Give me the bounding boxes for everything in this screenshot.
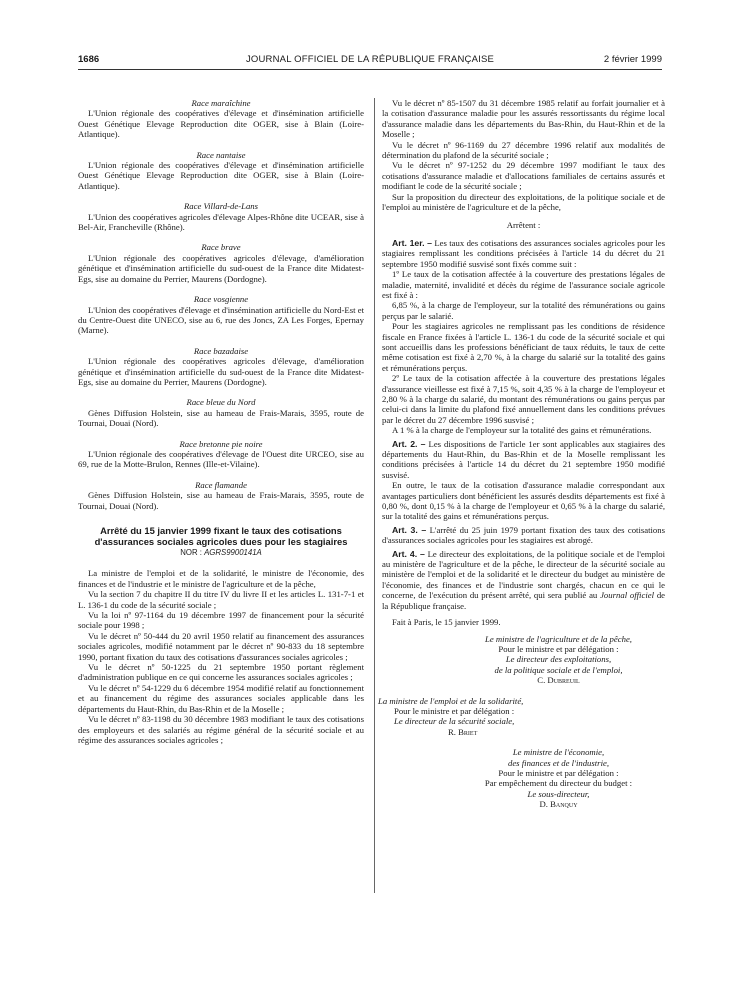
preamble-paragraph: La ministre de l'emploi et de la solidarité, le ministre de l'économie, des finances et de l'industrie et le ministre de l'agriculture et de la pêche, [78, 568, 364, 589]
race-text: Gènes Diffusion Holstein, sise au hameau de Frais-Marais, 3595, route de Tournai, Douai (Nord). [78, 490, 364, 511]
signature-agriculture [442, 634, 665, 686]
signatory-name: C. Dubreuil [537, 675, 580, 686]
race-entry [78, 201, 364, 232]
article-1-paragraph: A 1 % à la charge de l'employeur sur la totalité des gains et rémunérations. [392, 425, 652, 436]
article-3-label: Art. 3. – [392, 524, 427, 535]
race-title: Race maraîchine [191, 98, 251, 108]
race-entry [78, 294, 364, 336]
article-1-paragraph: 2º Le taux de la cotisation affectée à la couverture des prestations légales d'assurance vieillesse est fixé à 7,15 %, soit 4,35 % à la charge de l'employeur et 2,80 % à la charge du salarié, du montant des rémunérations ou gains perçus par celui-ci dans la limite du plafond fixé annuellement dans les conditions prévues par le décret du 27 décembre 1996 susvisé ; [382, 373, 665, 425]
signature-role: de la politique sociale et de l'emploi, [494, 664, 623, 675]
preamble-paragraph: Vu le décret nº 54-1229 du 6 décembre 1954 modifié relatif au fonctionnement et au financement du régime des assurances sociales applicable dans les départements du Haut-Rhin, du Bas-Rhin et de la Moselle ; [78, 682, 364, 714]
column-divider [374, 98, 375, 893]
article-2 [382, 439, 665, 481]
signature-impediment: Par empêchement du directeur du budget : [484, 778, 633, 789]
right-column [378, 98, 666, 810]
race-entry [78, 439, 364, 470]
race-entry [78, 242, 364, 284]
article-1-label: Art. 1er. – [392, 237, 432, 248]
preamble-paragraph: Vu le décret nº 50-444 du 20 avril 1950 relatif au financement des assurances sociales agricoles, modifié notamment par le décret nº 90-833 du 18 septembre 1990, portant fixation du taux des cotisations d'assurances sociales agricoles ; [78, 630, 364, 662]
nor-reference [78, 548, 364, 558]
signature-minister: La ministre de l'emploi et de la solidarité, [378, 695, 524, 706]
race-title: Race bretonne pie noire [179, 438, 263, 449]
race-title: Race Villard-de-Lans [183, 201, 259, 212]
signature-economie [442, 747, 665, 809]
article-1-paragraph: 6,85 %, à la charge de l'employeur, sur la totalité des rémunérations ou gains perçus par le salarié. [382, 300, 665, 321]
page-header [78, 54, 662, 68]
race-text: L'Union régionale des coopératives agricoles d'élevage, d'amélioration génétique et d'insémination artificielle du sud-ouest de la France dite Midatest-Egs, sise au domaine du Perrier, Maurens (Dordogne). [78, 356, 364, 387]
article-4 [382, 549, 665, 611]
nor-label: NOR : [180, 548, 202, 557]
race-entry [78, 150, 364, 192]
signatory-name: R. Briet [448, 726, 478, 737]
preamble-paragraph: Vu le décret nº 83-1198 du 30 décembre 1983 modifiant le taux des cotisations des employeurs et des salariés au régime général de la sécurité sociale et au régime des assurances sociales agricoles ; [78, 714, 364, 745]
signature-delegation: Pour le ministre et par délégation : [498, 767, 619, 778]
article-1-paragraph: 1º Le taux de la cotisation affectée à la couverture des prestations légales de maladie, maternité, invalidité et décès du régime de l'assurance sociale agricole est fixé à : [382, 269, 665, 300]
article-2-label: Art. 2. – [392, 438, 426, 449]
article-1 [382, 238, 665, 269]
article-3-text: L'arrêté du 25 juin 1979 portant fixation des taux des cotisations d'assurances sociales agricoles pour les stagiaires est abrogé. [382, 524, 666, 546]
race-text: L'Union régionale des coopératives d'élevage et d'insémination artificielle Ouest Génétique Elevage Reproduction dite OGER, sise à Blain (Loire-Atlantique). [78, 108, 364, 140]
race-text: L'Union régionale des coopératives agricoles d'élevage, d'amélioration génétique et d'insémination artificielle du sud-ouest de la France dite Midatest-Egs, sise au domaine du Perrier, Maurens (Dordogne). [78, 252, 364, 284]
signature-date: Fait à Paris, le 15 janvier 1999. [392, 617, 501, 628]
preamble-paragraph: Vu le décret nº 97-1252 du 29 décembre 1997 modifiant le taux des cotisations d'assurance maladie et d'allocations familiales de certains assurés et modifiant le code de la sécurité sociale ; [382, 160, 665, 192]
race-title: Race vosgienne [193, 294, 249, 305]
article-1-paragraph: Pour les stagiaires agricoles ne remplissant pas les conditions de résidence fiscale en France fixées à l'article L. 136-1 du code de la sécurité sociale et qui sont accueillis dans les professions bénéficiant de taux réduits, le taux de cette même cotisation est fixé à 2,70 %, à la charge du salarié sur la totalité des gains et rémunérations perçus. [382, 321, 665, 373]
signature-role: Le sous-directeur, [527, 788, 590, 799]
signature-role: Le directeur de la sécurité sociale, [394, 716, 515, 727]
preamble-paragraph: Vu le décret nº 85-1507 du 31 décembre 1985 relatif au forfait journalier et à la cotisation d'assurance maladie pour les assurés ressortissants du régime local d'assurance maladie dans les départements du Bas-Rhin, du Haut-Rhin et de la Moselle ; [382, 98, 665, 140]
signature-minister: des finances et de l'industrie, [507, 757, 610, 768]
left-column [78, 98, 364, 745]
race-title: Race nantaise [196, 149, 246, 160]
preamble-paragraph: Vu la loi nº 97-1164 du 19 décembre 1997 de financement pour la sécurité sociale pour 1998 ; [78, 610, 364, 631]
signature-delegation: Pour le ministre et par délégation : [498, 643, 619, 654]
article-3 [382, 525, 665, 546]
signature-minister: Le ministre de l'économie, [512, 747, 605, 758]
article-4-label: Art. 4. – [392, 548, 425, 559]
article-4-text-end: de la République française. [382, 590, 666, 611]
preamble-paragraph: Vu le décret nº 96-1169 du 27 décembre 1996 relatif aux modalités de détermination du plafond de la sécurité sociale ; [382, 139, 665, 161]
race-title: Race flamande [195, 479, 247, 490]
decree-title: Arrêté du 15 janvier 1999 fixant le taux des cotisations d'assurances sociales agricoles dues pour les stagiaires [94, 525, 348, 547]
nor-code: AGRS9900141A [204, 548, 262, 557]
race-entry [78, 346, 364, 388]
preamble-paragraph: Vu la section 7 du chapitre II du titre IV du livre II et les articles L. 131-7-1 et L. 136-1 du code de la sécurité sociale ; [78, 589, 364, 610]
article-4-text: Le directeur des exploitations, de la politique sociale et de l'emploi au ministère de l'agriculture et de la pêche, le directeur de la sécurité sociale au ministère de l'emploi et de la solidarité et le directeur du budget au ministère de l'économie, des finances et de l'industrie sont chargés, chacun en ce qui le concerne, de l'exécution du présent arrêté, qui sera publié au [382, 548, 666, 601]
signature-role: Le directeur des exploitations, [505, 654, 612, 665]
signature-delegation: Pour le ministre et par délégation : [394, 705, 515, 716]
race-title: Race brave [201, 242, 241, 253]
journal-title: JOURNAL OFFICIEL DE LA RÉPUBLIQUE FRANÇAISE [245, 54, 495, 65]
race-text: L'Union des coopératives d'élevage et d'insémination artificielle du Nord-Est et du Centre-Ouest dite UNECO, sise au 6, rue des Joncs, ZA Les Forges, Epernay (Marne). [78, 304, 364, 336]
race-entry [78, 98, 364, 140]
page-number: 1686 [78, 54, 100, 65]
article-2-text: Les dispositions de l'article 1er sont applicables aux stagiaires des départements du Haut-Rhin, du Bas-Rhin et de la Moselle remplissant les conditions précisées à l'article 14 du décret du 21 septembre 1950 modifié susvisé. [382, 438, 665, 480]
preamble-paragraph: Vu le décret nº 50-1225 du 21 septembre 1950 portant règlement d'administration publique en ce qui concerne les assurances sociales agricoles ; [78, 662, 364, 683]
article-2-paragraph: En outre, le taux de la cotisation d'assurance maladie correspondant aux avantages particuliers dont bénéficient les assurés desdits départements est fixé à 0,80 %, dont 0,15 % à la charge de l'employeur et 0,65 % à la charge du salarié, sur la totalité des gains et rémunérations perçus. [382, 480, 665, 522]
signature-emploi [378, 696, 665, 738]
article-1-text: Les taux des cotisations des assurances sociales agricoles pour les stagiaires remplissant les conditions précisées à l'article 14 du décret du 21 septembre 1950 modifié susvisé sont fixés comme suit : [382, 237, 666, 269]
signatory-name: D. Banquy [539, 799, 578, 810]
preamble-paragraph: Sur la proposition du directeur des exploitations, de la politique sociale et de l'emploi au ministère de l'agriculture et de la pêche, [382, 191, 665, 213]
race-title: Race bazadaise [193, 345, 249, 356]
race-text: L'Union des coopératives agricoles d'élevage Alpes-Rhône dite UCEAR, sise à Bel-Air, Francheville (Rhône). [78, 211, 364, 233]
race-text: L'Union régionale des coopératives d'élevage de l'Ouest dite URCEO, sise au 69, rue de la Motte-Brulon, Rennes (Ille-et-Vilaine). [78, 448, 364, 470]
race-text: Gènes Diffusion Holstein, sise au hameau de Frais-Marais, 3595, route de Tournai, Douai (Nord). [78, 407, 364, 429]
race-entry [78, 397, 364, 428]
signature-minister: Le ministre de l'agriculture et de la pêche, [485, 633, 632, 644]
race-entry [78, 480, 364, 511]
race-text: L'Union régionale des coopératives d'élevage et d'insémination artificielle Ouest Génétique Elevage Reproduction dite OGER, sise à Blain (Loire-Atlantique). [78, 160, 364, 191]
journal-reference: Journal officiel [600, 590, 655, 601]
race-title: Race bleue du Nord [186, 397, 256, 408]
arretent-heading: Arrêtent : [506, 220, 541, 231]
header-rule [78, 69, 662, 70]
publication-date: 2 février 1999 [603, 54, 662, 65]
